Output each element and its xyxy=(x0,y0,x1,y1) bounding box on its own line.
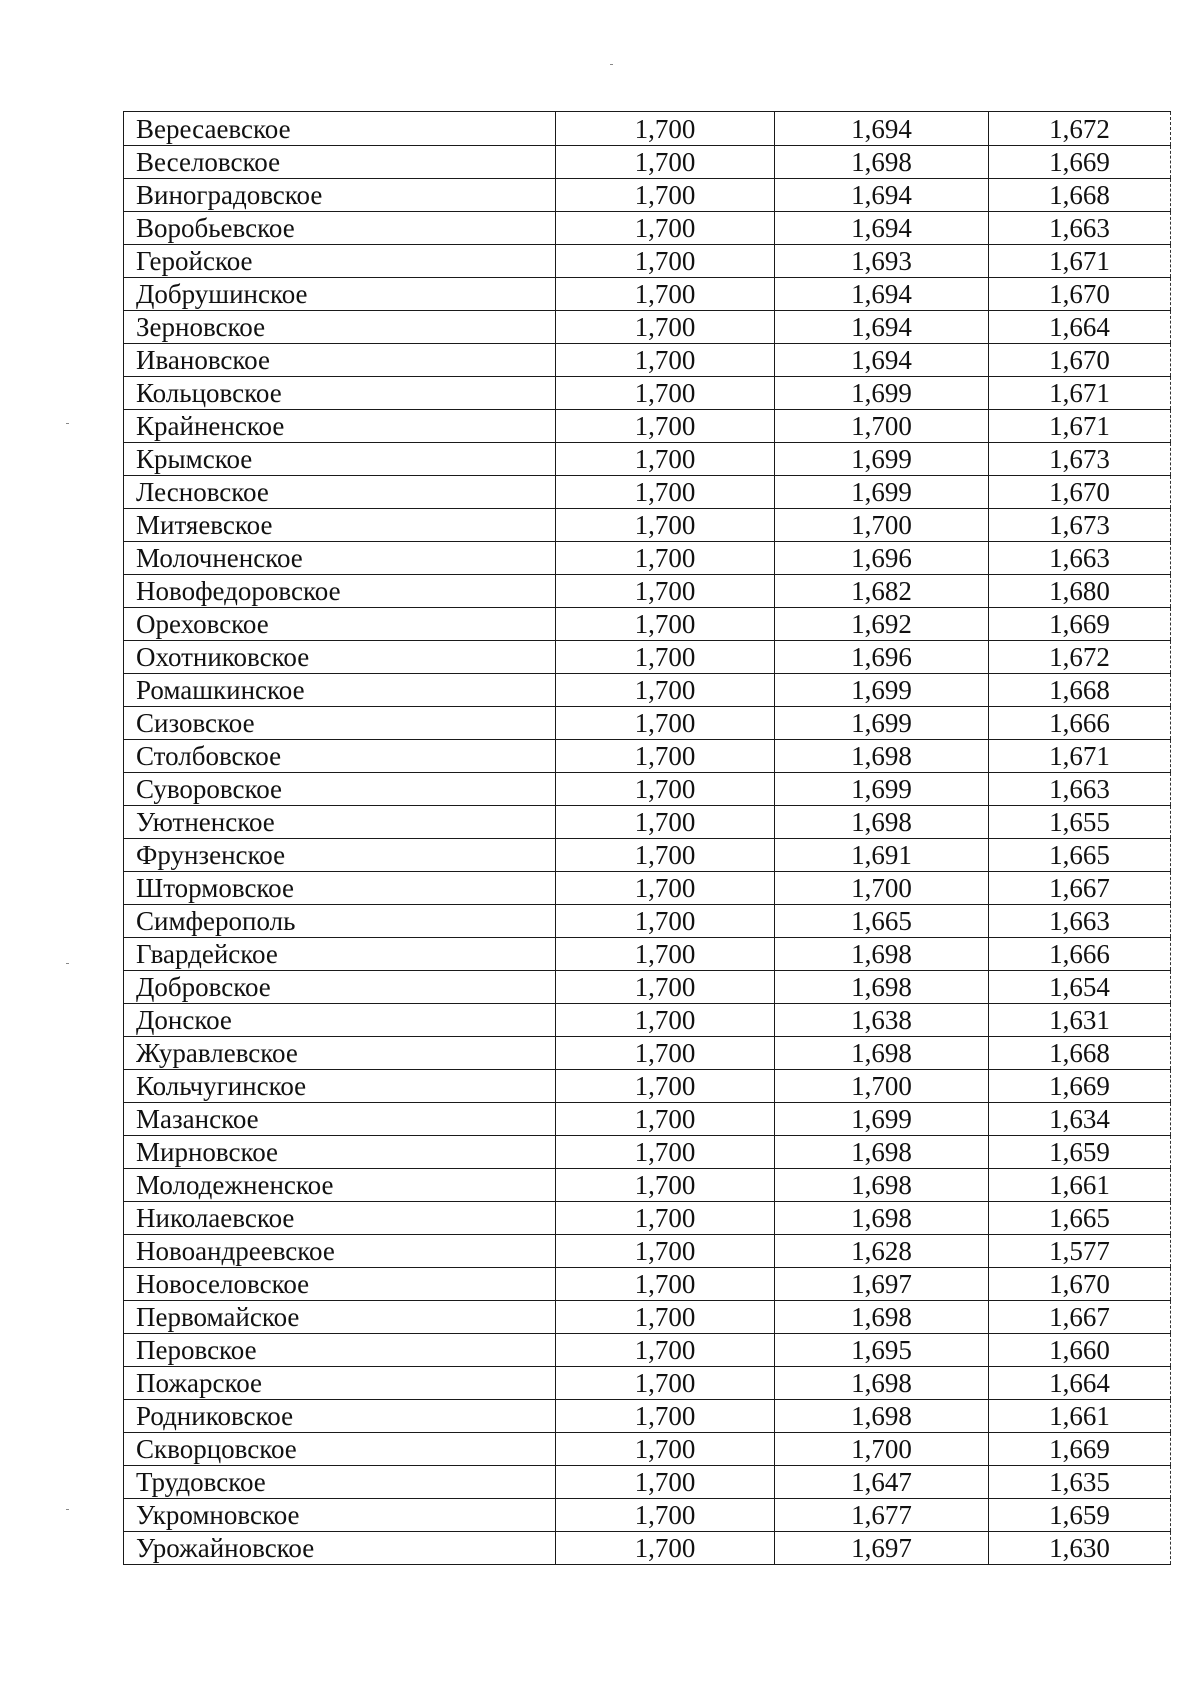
settlement-name-cell: Первомайское xyxy=(124,1301,556,1334)
settlement-name-cell: Скворцовское xyxy=(124,1433,556,1466)
value-2-cell: 1,699 xyxy=(775,707,989,740)
value-3-cell: 1,663 xyxy=(989,212,1171,245)
settlement-name-cell: Ивановское xyxy=(124,344,556,377)
table-row xyxy=(124,608,1171,641)
settlement-name-cell: Мазанское xyxy=(124,1103,556,1136)
value-3-cell: 1,672 xyxy=(989,641,1171,674)
settlement-name-cell: Виноградовское xyxy=(124,179,556,212)
value-2-cell: 1,700 xyxy=(775,1070,989,1103)
value-1-cell: 1,700 xyxy=(556,938,775,971)
table-row xyxy=(124,575,1171,608)
table-row xyxy=(124,905,1171,938)
value-1-cell: 1,700 xyxy=(556,112,775,146)
scan-speck xyxy=(66,1509,69,1510)
value-2-cell: 1,698 xyxy=(775,1169,989,1202)
value-1-cell: 1,700 xyxy=(556,806,775,839)
value-3-cell: 1,664 xyxy=(989,311,1171,344)
settlement-name-cell: Ромашкинское xyxy=(124,674,556,707)
value-2-cell: 1,698 xyxy=(775,740,989,773)
value-3-cell: 1,667 xyxy=(989,872,1171,905)
table-row xyxy=(124,1433,1171,1466)
value-1-cell: 1,700 xyxy=(556,1466,775,1499)
table-row xyxy=(124,1037,1171,1070)
value-1-cell: 1,700 xyxy=(556,1202,775,1235)
value-2-cell: 1,694 xyxy=(775,344,989,377)
value-1-cell: 1,700 xyxy=(556,1301,775,1334)
settlement-name-cell: Фрунзенское xyxy=(124,839,556,872)
value-2-cell: 1,697 xyxy=(775,1532,989,1565)
scan-speck xyxy=(66,963,69,964)
settlement-name-cell: Донское xyxy=(124,1004,556,1037)
value-2-cell: 1,696 xyxy=(775,542,989,575)
value-2-cell: 1,693 xyxy=(775,245,989,278)
value-3-cell: 1,663 xyxy=(989,773,1171,806)
value-2-cell: 1,694 xyxy=(775,212,989,245)
value-1-cell: 1,700 xyxy=(556,872,775,905)
data-table xyxy=(123,111,1171,1565)
table-row xyxy=(124,641,1171,674)
settlement-name-cell: Укромновское xyxy=(124,1499,556,1532)
value-2-cell: 1,691 xyxy=(775,839,989,872)
value-1-cell: 1,700 xyxy=(556,509,775,542)
value-1-cell: 1,700 xyxy=(556,1268,775,1301)
scan-speck xyxy=(610,64,613,65)
value-2-cell: 1,677 xyxy=(775,1499,989,1532)
value-3-cell: 1,659 xyxy=(989,1136,1171,1169)
value-3-cell: 1,655 xyxy=(989,806,1171,839)
value-3-cell: 1,630 xyxy=(989,1532,1171,1565)
value-2-cell: 1,698 xyxy=(775,938,989,971)
settlement-name-cell: Новоселовское xyxy=(124,1268,556,1301)
settlement-name-cell: Симферополь xyxy=(124,905,556,938)
settlement-name-cell: Молодежненское xyxy=(124,1169,556,1202)
table-row xyxy=(124,1334,1171,1367)
settlement-name-cell: Добровское xyxy=(124,971,556,1004)
value-3-cell: 1,659 xyxy=(989,1499,1171,1532)
settlement-name-cell: Родниковское xyxy=(124,1400,556,1433)
table-row xyxy=(124,146,1171,179)
value-3-cell: 1,669 xyxy=(989,146,1171,179)
value-3-cell: 1,668 xyxy=(989,674,1171,707)
settlement-name-cell: Вересаевское xyxy=(124,112,556,146)
value-1-cell: 1,700 xyxy=(556,1136,775,1169)
settlement-name-cell: Журавлевское xyxy=(124,1037,556,1070)
value-1-cell: 1,700 xyxy=(556,839,775,872)
value-1-cell: 1,700 xyxy=(556,1400,775,1433)
value-3-cell: 1,663 xyxy=(989,542,1171,575)
table-row xyxy=(124,1004,1171,1037)
table-row xyxy=(124,344,1171,377)
value-2-cell: 1,698 xyxy=(775,1367,989,1400)
settlement-name-cell: Молочненское xyxy=(124,542,556,575)
table-row xyxy=(124,377,1171,410)
settlement-name-cell: Пожарское xyxy=(124,1367,556,1400)
settlement-name-cell: Уютненское xyxy=(124,806,556,839)
value-3-cell: 1,666 xyxy=(989,707,1171,740)
value-1-cell: 1,700 xyxy=(556,245,775,278)
value-2-cell: 1,698 xyxy=(775,971,989,1004)
settlement-name-cell: Крайненское xyxy=(124,410,556,443)
value-1-cell: 1,700 xyxy=(556,1169,775,1202)
table-row xyxy=(124,1268,1171,1301)
settlement-name-cell: Охотниковское xyxy=(124,641,556,674)
value-3-cell: 1,671 xyxy=(989,245,1171,278)
value-3-cell: 1,670 xyxy=(989,1268,1171,1301)
value-1-cell: 1,700 xyxy=(556,674,775,707)
value-1-cell: 1,700 xyxy=(556,971,775,1004)
value-3-cell: 1,665 xyxy=(989,839,1171,872)
value-1-cell: 1,700 xyxy=(556,311,775,344)
value-2-cell: 1,697 xyxy=(775,1268,989,1301)
value-3-cell: 1,661 xyxy=(989,1169,1171,1202)
value-3-cell: 1,671 xyxy=(989,377,1171,410)
settlement-name-cell: Кольцовское xyxy=(124,377,556,410)
value-2-cell: 1,698 xyxy=(775,1037,989,1070)
value-3-cell: 1,660 xyxy=(989,1334,1171,1367)
value-1-cell: 1,700 xyxy=(556,443,775,476)
table-row xyxy=(124,872,1171,905)
table-row xyxy=(124,1136,1171,1169)
value-1-cell: 1,700 xyxy=(556,1499,775,1532)
value-2-cell: 1,700 xyxy=(775,1433,989,1466)
value-1-cell: 1,700 xyxy=(556,179,775,212)
settlement-name-cell: Урожайновское xyxy=(124,1532,556,1565)
value-2-cell: 1,700 xyxy=(775,410,989,443)
value-2-cell: 1,698 xyxy=(775,1136,989,1169)
value-2-cell: 1,628 xyxy=(775,1235,989,1268)
value-1-cell: 1,700 xyxy=(556,1367,775,1400)
table-row xyxy=(124,509,1171,542)
value-3-cell: 1,669 xyxy=(989,1433,1171,1466)
settlement-name-cell: Гвардейское xyxy=(124,938,556,971)
value-2-cell: 1,699 xyxy=(775,773,989,806)
value-2-cell: 1,682 xyxy=(775,575,989,608)
value-1-cell: 1,700 xyxy=(556,1532,775,1565)
table-row xyxy=(124,476,1171,509)
value-1-cell: 1,700 xyxy=(556,608,775,641)
value-2-cell: 1,694 xyxy=(775,278,989,311)
value-1-cell: 1,700 xyxy=(556,575,775,608)
value-3-cell: 1,671 xyxy=(989,740,1171,773)
settlement-name-cell: Крымское xyxy=(124,443,556,476)
value-1-cell: 1,700 xyxy=(556,212,775,245)
value-1-cell: 1,700 xyxy=(556,905,775,938)
value-2-cell: 1,698 xyxy=(775,806,989,839)
table-row xyxy=(124,112,1171,146)
table-row xyxy=(124,1532,1171,1565)
table-row xyxy=(124,1367,1171,1400)
table-row xyxy=(124,674,1171,707)
value-3-cell: 1,669 xyxy=(989,1070,1171,1103)
value-2-cell: 1,694 xyxy=(775,179,989,212)
value-2-cell: 1,698 xyxy=(775,1400,989,1433)
value-2-cell: 1,647 xyxy=(775,1466,989,1499)
value-1-cell: 1,700 xyxy=(556,146,775,179)
value-3-cell: 1,635 xyxy=(989,1466,1171,1499)
table-row xyxy=(124,1301,1171,1334)
table-row xyxy=(124,1070,1171,1103)
value-3-cell: 1,671 xyxy=(989,410,1171,443)
value-2-cell: 1,694 xyxy=(775,311,989,344)
table-body xyxy=(124,112,1171,1565)
value-1-cell: 1,700 xyxy=(556,344,775,377)
value-3-cell: 1,666 xyxy=(989,938,1171,971)
table-row xyxy=(124,1103,1171,1136)
settlement-name-cell: Николаевское xyxy=(124,1202,556,1235)
value-1-cell: 1,700 xyxy=(556,278,775,311)
table-row xyxy=(124,1400,1171,1433)
value-2-cell: 1,699 xyxy=(775,674,989,707)
table-row xyxy=(124,1499,1171,1532)
value-3-cell: 1,668 xyxy=(989,1037,1171,1070)
settlement-name-cell: Новоандреевское xyxy=(124,1235,556,1268)
value-3-cell: 1,664 xyxy=(989,1367,1171,1400)
value-3-cell: 1,670 xyxy=(989,344,1171,377)
table-row xyxy=(124,245,1171,278)
value-2-cell: 1,692 xyxy=(775,608,989,641)
table-row xyxy=(124,542,1171,575)
value-2-cell: 1,695 xyxy=(775,1334,989,1367)
table-row xyxy=(124,443,1171,476)
value-1-cell: 1,700 xyxy=(556,1037,775,1070)
value-2-cell: 1,694 xyxy=(775,112,989,146)
table-row xyxy=(124,938,1171,971)
value-2-cell: 1,700 xyxy=(775,509,989,542)
table-row xyxy=(124,410,1171,443)
value-3-cell: 1,673 xyxy=(989,443,1171,476)
settlement-name-cell: Суворовское xyxy=(124,773,556,806)
settlement-name-cell: Перовское xyxy=(124,1334,556,1367)
settlement-name-cell: Зерновское xyxy=(124,311,556,344)
value-1-cell: 1,700 xyxy=(556,542,775,575)
value-2-cell: 1,665 xyxy=(775,905,989,938)
value-3-cell: 1,665 xyxy=(989,1202,1171,1235)
value-3-cell: 1,654 xyxy=(989,971,1171,1004)
settlement-name-cell: Столбовское xyxy=(124,740,556,773)
value-2-cell: 1,699 xyxy=(775,476,989,509)
value-2-cell: 1,699 xyxy=(775,1103,989,1136)
value-1-cell: 1,700 xyxy=(556,641,775,674)
settlement-name-cell: Штормовское xyxy=(124,872,556,905)
value-1-cell: 1,700 xyxy=(556,773,775,806)
value-3-cell: 1,661 xyxy=(989,1400,1171,1433)
settlement-name-cell: Трудовское xyxy=(124,1466,556,1499)
value-3-cell: 1,670 xyxy=(989,278,1171,311)
settlement-name-cell: Митяевское xyxy=(124,509,556,542)
value-2-cell: 1,638 xyxy=(775,1004,989,1037)
value-1-cell: 1,700 xyxy=(556,377,775,410)
table-row xyxy=(124,278,1171,311)
settlement-name-cell: Воробьевское xyxy=(124,212,556,245)
value-3-cell: 1,680 xyxy=(989,575,1171,608)
value-3-cell: 1,673 xyxy=(989,509,1171,542)
table-row xyxy=(124,971,1171,1004)
value-3-cell: 1,667 xyxy=(989,1301,1171,1334)
value-3-cell: 1,631 xyxy=(989,1004,1171,1037)
value-2-cell: 1,698 xyxy=(775,1202,989,1235)
value-2-cell: 1,698 xyxy=(775,146,989,179)
value-3-cell: 1,669 xyxy=(989,608,1171,641)
settlement-name-cell: Новофедоровское xyxy=(124,575,556,608)
table-row xyxy=(124,1169,1171,1202)
value-1-cell: 1,700 xyxy=(556,740,775,773)
settlement-name-cell: Мирновское xyxy=(124,1136,556,1169)
table-row xyxy=(124,212,1171,245)
table-row xyxy=(124,839,1171,872)
table-row xyxy=(124,179,1171,212)
table-row xyxy=(124,1466,1171,1499)
value-1-cell: 1,700 xyxy=(556,707,775,740)
table-row xyxy=(124,1202,1171,1235)
value-3-cell: 1,672 xyxy=(989,112,1171,146)
table-row xyxy=(124,773,1171,806)
table-row xyxy=(124,806,1171,839)
value-3-cell: 1,670 xyxy=(989,476,1171,509)
table-row xyxy=(124,707,1171,740)
settlement-name-cell: Добрушинское xyxy=(124,278,556,311)
settlement-name-cell: Геройское xyxy=(124,245,556,278)
value-2-cell: 1,698 xyxy=(775,1301,989,1334)
value-1-cell: 1,700 xyxy=(556,1334,775,1367)
settlement-name-cell: Кольчугинское xyxy=(124,1070,556,1103)
value-3-cell: 1,668 xyxy=(989,179,1171,212)
value-3-cell: 1,577 xyxy=(989,1235,1171,1268)
value-1-cell: 1,700 xyxy=(556,1103,775,1136)
value-2-cell: 1,696 xyxy=(775,641,989,674)
table-row xyxy=(124,1235,1171,1268)
value-1-cell: 1,700 xyxy=(556,1235,775,1268)
value-3-cell: 1,634 xyxy=(989,1103,1171,1136)
table-row xyxy=(124,311,1171,344)
value-1-cell: 1,700 xyxy=(556,410,775,443)
value-3-cell: 1,663 xyxy=(989,905,1171,938)
settlement-name-cell: Ореховское xyxy=(124,608,556,641)
settlement-name-cell: Сизовское xyxy=(124,707,556,740)
value-1-cell: 1,700 xyxy=(556,476,775,509)
value-2-cell: 1,699 xyxy=(775,443,989,476)
value-1-cell: 1,700 xyxy=(556,1433,775,1466)
scan-speck xyxy=(66,423,69,424)
value-2-cell: 1,700 xyxy=(775,872,989,905)
table-row xyxy=(124,740,1171,773)
value-1-cell: 1,700 xyxy=(556,1070,775,1103)
settlement-name-cell: Веселовское xyxy=(124,146,556,179)
value-1-cell: 1,700 xyxy=(556,1004,775,1037)
value-2-cell: 1,699 xyxy=(775,377,989,410)
settlement-name-cell: Лесновское xyxy=(124,476,556,509)
